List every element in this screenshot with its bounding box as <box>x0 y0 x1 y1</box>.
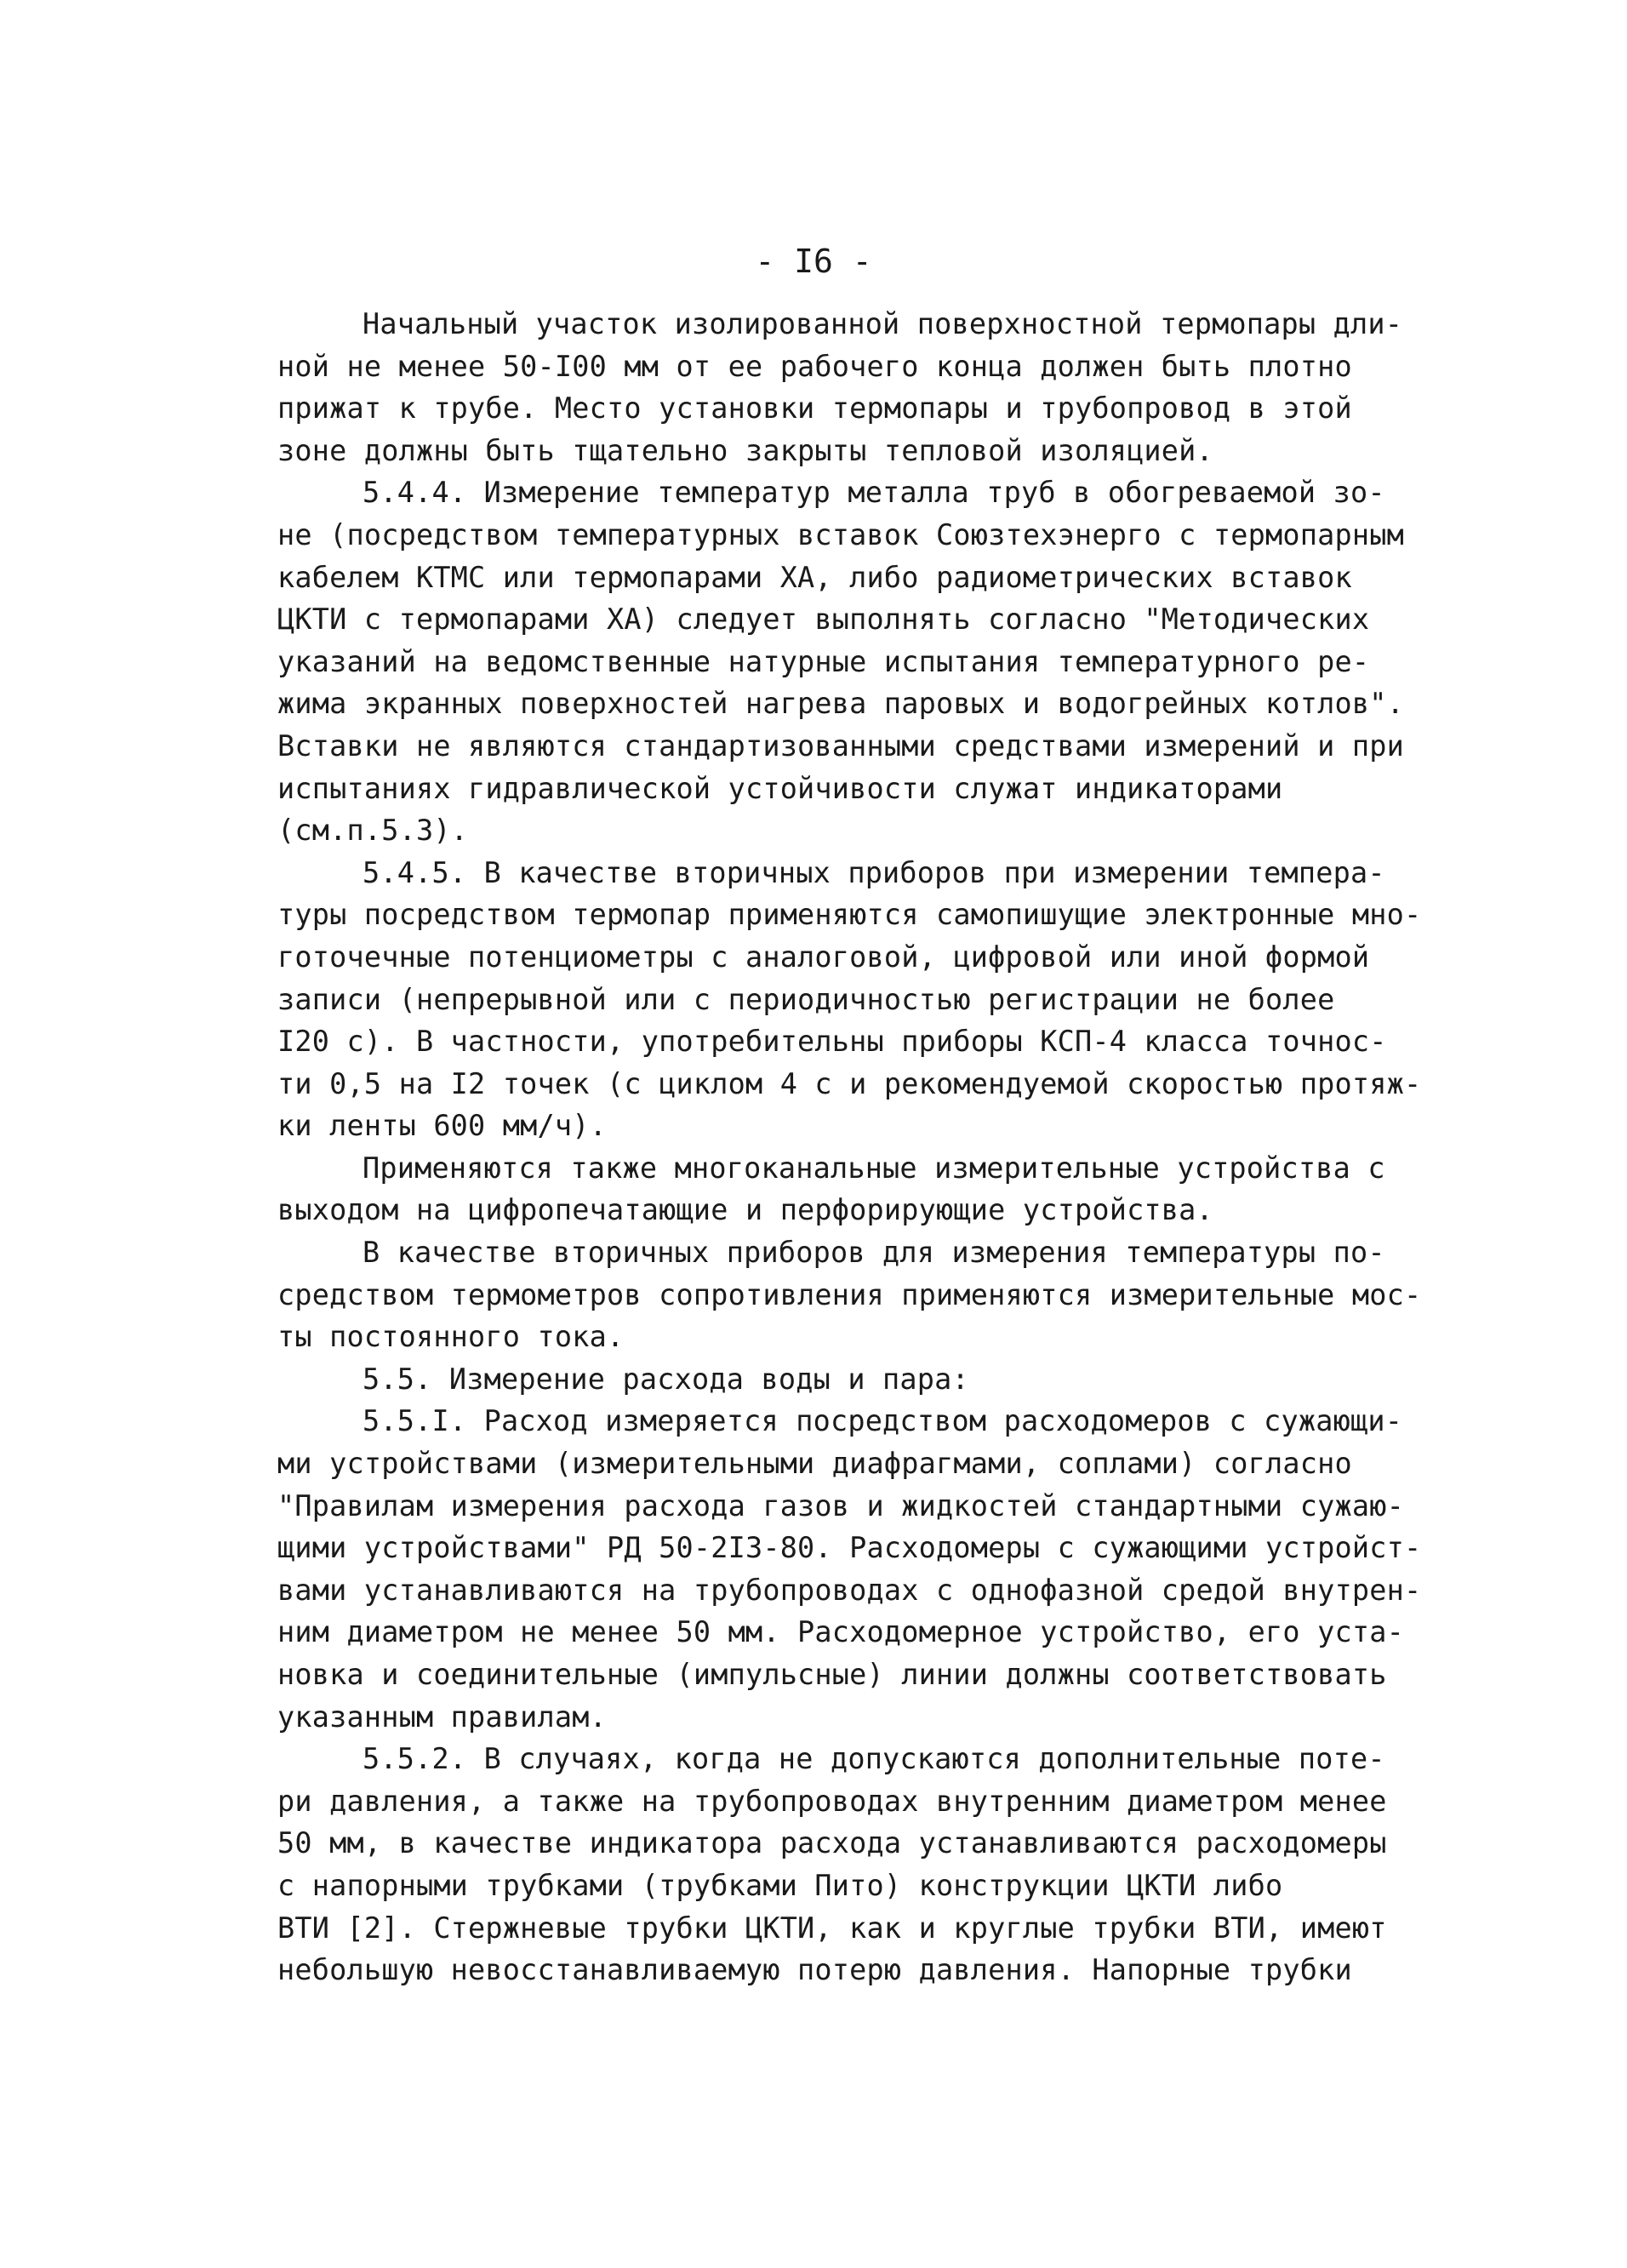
text-line: кабелем КТМС или термопарами ХА, либо радиометрических вставок <box>277 560 1352 594</box>
text-line: 5.5.I. Расход измеряется посредством расходомеров с сужающи- <box>363 1404 1403 1438</box>
text-line: туры посредством термопар применяются самопишущие электронные мно- <box>277 898 1422 932</box>
text-line: ты постоянного тока. <box>277 1320 625 1354</box>
text-line: (см.п.5.3). <box>277 814 469 848</box>
text-line: 50 мм, в качестве индикатора расхода устанавливаются расходомеры <box>277 1826 1387 1860</box>
text-line: жима экранных поверхностей нагрева паровых и водогрейных котлов". <box>277 687 1404 721</box>
text-line: указанным правилам. <box>277 1700 608 1734</box>
text-line: 5.4.5. В качестве вторичных приборов при измерении темпера- <box>363 855 1385 889</box>
text-line: выходом на цифропечатающие и перфорирующие устройства. <box>277 1193 1213 1227</box>
text-line: ним диаметром не менее 50 мм. Расходомерное устройство, его уста- <box>277 1615 1404 1649</box>
text-line: ки ленты 600 мм/ч). <box>277 1109 608 1143</box>
text-line: ми устройствами (измерительными диафрагмами, соплами) согласно <box>277 1447 1352 1481</box>
text-line: Применяются также многоканальные измерительные устройства с <box>363 1151 1385 1185</box>
text-line: ной не менее 50-I00 мм от ее рабочего конца должен быть плотно <box>277 349 1352 383</box>
text-line: Вставки не являются стандартизованными средствами измерений и при <box>277 728 1404 763</box>
text-line: 5.4.4. Измерение температур металла труб в обогреваемой зо- <box>363 476 1385 510</box>
text-line: ВТИ [2]. Стержневые трубки ЦКТИ, как и круглые трубки ВТИ, имеют <box>277 1911 1387 1945</box>
text-line: готочечные потенциометры с аналоговой, цифровой или иной формой <box>277 940 1370 974</box>
text-line: испытаниях гидравлической устойчивости служат индикаторами <box>277 771 1283 805</box>
body-text <box>277 303 1435 1991</box>
text-line: вами устанавливаются на трубопроводах с однофазной средой внутрен- <box>277 1573 1422 1607</box>
text-line: В качестве вторичных приборов для измерения температуры по- <box>363 1236 1385 1270</box>
text-line: записи (непрерывной или с периодичностью регистрации не более <box>277 982 1335 1016</box>
text-line: ЦКТИ с термопарами ХА) следует выполнять согласно "Методических <box>277 603 1370 637</box>
text-line: "Правилам измерения расхода газов и жидкостей стандартными сужаю- <box>277 1488 1404 1522</box>
text-line: ти 0,5 на I2 точек (с циклом 4 с и рекомендуемой скоростью протяж- <box>277 1066 1422 1100</box>
text-line: ри давления, а также на трубопроводах внутренним диаметром менее <box>277 1784 1387 1818</box>
text-line: зоне должны быть тщательно закрыты тепловой изоляцией. <box>277 433 1213 467</box>
text-line: Начальный участок изолированной поверхностной термопары дли- <box>363 307 1403 340</box>
text-line: не (посредством температурных вставок Союзтехэнерго с термопарным <box>277 517 1404 551</box>
text-line: 5.5.2. В случаях, когда не допускаются дополнительные поте- <box>363 1742 1385 1776</box>
text-line: указаний на ведомственные натурные испытания температурного ре- <box>277 644 1370 678</box>
text-line: щими устройствами" РД 50-2I3-80. Расходомеры с сужающими устройст- <box>277 1531 1422 1565</box>
text-line: с напорными трубками (трубками Пито) конструкции ЦКТИ либо <box>277 1868 1283 1902</box>
text-line: средством термометров сопротивления применяются измерительные мос- <box>277 1277 1422 1311</box>
text-line: I20 с). В частности, употребительны приборы КСП-4 класса точнос- <box>277 1025 1387 1059</box>
text-line: небольшую невосстанавливаемую потерю давления. Напорные трубки <box>277 1953 1352 1987</box>
text-line: прижат к трубе. Место установки термопары и трубопровод в этой <box>277 391 1352 426</box>
text-line: 5.5. Измерение расхода воды и пара: <box>363 1362 969 1396</box>
page-number: - I6 - <box>755 243 872 280</box>
text-line: новка и соединительные (импульсные) линии должны соответствовать <box>277 1658 1387 1691</box>
